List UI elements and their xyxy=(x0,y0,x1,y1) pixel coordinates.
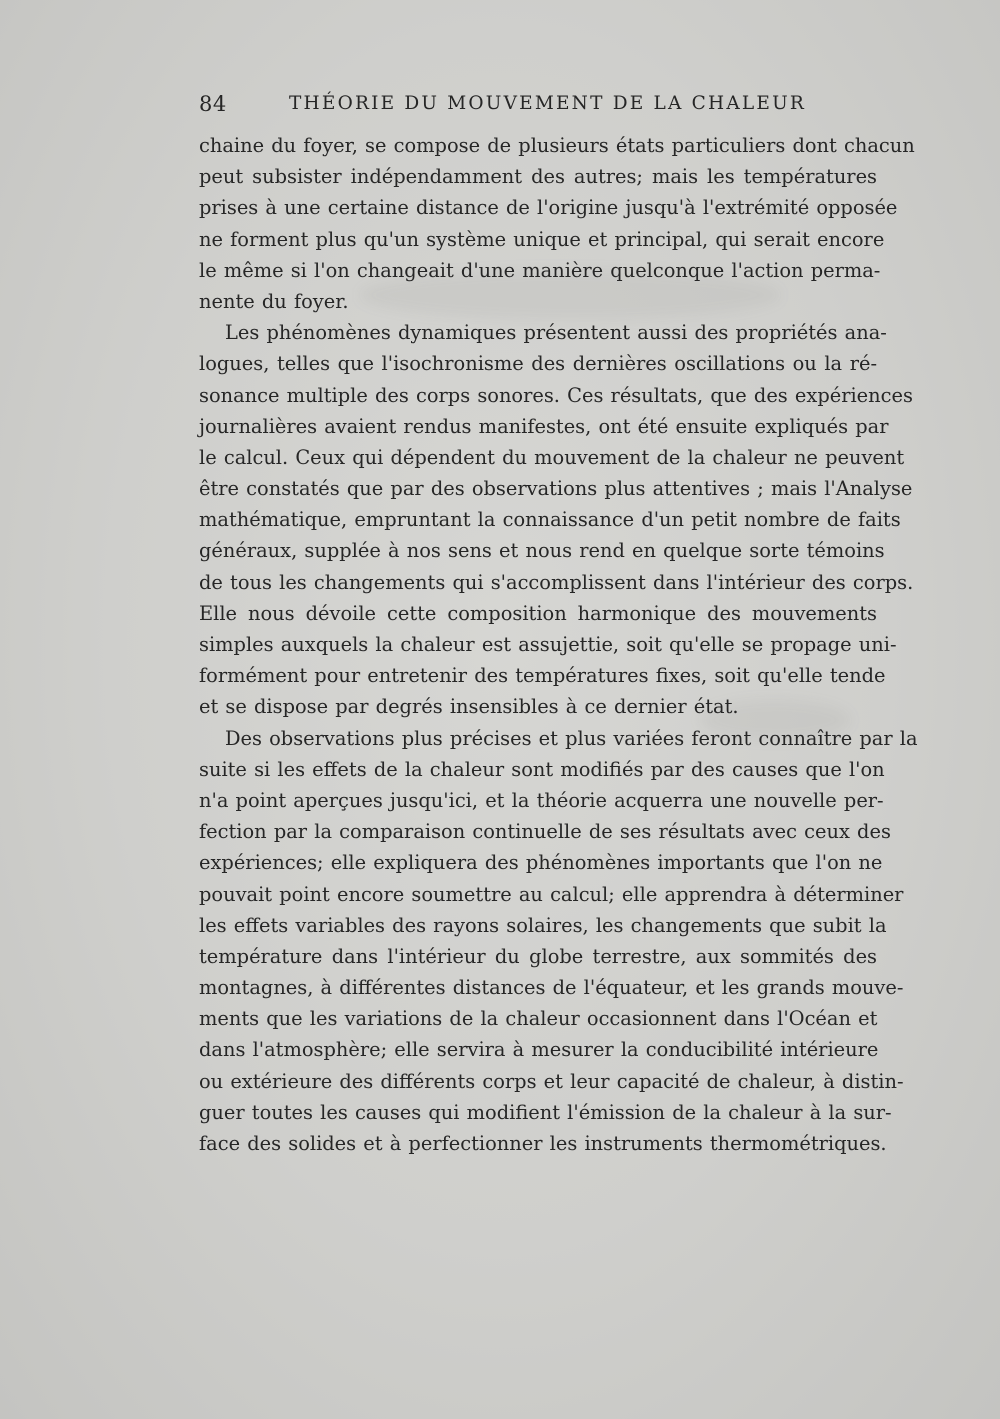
text-line: le calcul. Ceux qui dépendent du mouvement de la chaleur ne peuvent xyxy=(199,445,905,469)
paragraph-first-line: Les phénomènes dynamiques présentent aussi des propriétés ana- xyxy=(225,321,887,345)
paragraph-first-line: Des observations plus précises et plus variées feront connaître par la xyxy=(225,726,918,750)
text-line: ou extérieure des différents corps et leur capacité de chaleur, à distin- xyxy=(199,1069,904,1093)
text-line: formément pour entretenir des températures fixes, soit qu'elle tende xyxy=(199,664,886,688)
body-text xyxy=(199,130,918,1159)
text-line: logues, telles que l'isochronisme des dernières oscillations ou la ré- xyxy=(199,352,877,376)
text-line: température dans l'intérieur du globe terrestre, aux sommités des xyxy=(199,944,877,968)
text-line: de tous les changements qui s'accomplissent dans l'intérieur des corps. xyxy=(199,570,914,594)
text-line: fection par la comparaison continuelle de ses résultats avec ceux des xyxy=(199,820,891,844)
text-line: suite si les effets de la chaleur sont modifiés par des causes que l'on xyxy=(199,757,885,781)
text-line: ne forment plus qu'un système unique et principal, qui serait encore xyxy=(199,227,885,251)
text-line: face des solides et à perfectionner les instruments thermométriques. xyxy=(199,1132,887,1155)
text-line: chaine du foyer, se compose de plusieurs états particuliers dont chacun xyxy=(199,134,915,157)
page-number: 84 xyxy=(199,92,227,116)
text-line: dans l'atmosphère; elle servira à mesurer la conducibilité intérieure xyxy=(199,1038,879,1062)
text-line: expériences; elle expliquera des phénomènes importants que l'on ne xyxy=(199,851,883,875)
running-title: THÉORIE DU MOUVEMENT DE LA CHALEUR xyxy=(289,93,806,114)
text-line: prises à une certaine distance de l'origine jusqu'à l'extrémité opposée xyxy=(199,196,898,220)
text-line: simples auxquels la chaleur est assujettie, soit qu'elle se propage uni- xyxy=(199,633,897,656)
text-line: le même si l'on changeait d'une manière quelconque l'action perma- xyxy=(199,258,881,282)
text-line: les effets variables des rayons solaires, les changements que subit la xyxy=(199,913,887,937)
text-line: journalières avaient rendus manifestes, ont été ensuite expliqués par xyxy=(199,414,889,438)
text-line: sonance multiple des corps sonores. Ces résultats, que des expériences xyxy=(199,383,913,407)
text-line: être constatés que par des observations plus attentives ; mais l'Analyse xyxy=(199,477,913,501)
text-line: et se dispose par degrés insensibles à ce dernier état. xyxy=(199,695,739,719)
text-line: pouvait point encore soumettre au calcul; elle apprendra à déterminer xyxy=(199,882,904,906)
text-line: montagnes, à différentes distances de l'équateur, et les grands mouve- xyxy=(199,976,904,1000)
text-line: peut subsister indépendamment des autres; mais les températures xyxy=(199,165,877,189)
text-line: mathématique, empruntant la connaissance d'un petit nombre de faits xyxy=(199,508,901,532)
text-line: ments que les variations de la chaleur occasionnent dans l'Océan et xyxy=(199,1007,878,1031)
text-line: n'a point aperçues jusqu'ici, et la théorie acquerra une nouvelle per- xyxy=(199,788,884,812)
text-line: nente du foyer. xyxy=(199,289,349,313)
text-line: guer toutes les causes qui modifient l'émission de la chaleur à la sur- xyxy=(199,1100,892,1124)
text-line: généraux, supplée à nos sens et nous rend en quelque sorte témoins xyxy=(199,539,885,563)
running-head xyxy=(199,92,889,118)
text-line: Elle nous dévoile cette composition harmonique des mouvements xyxy=(199,601,877,625)
